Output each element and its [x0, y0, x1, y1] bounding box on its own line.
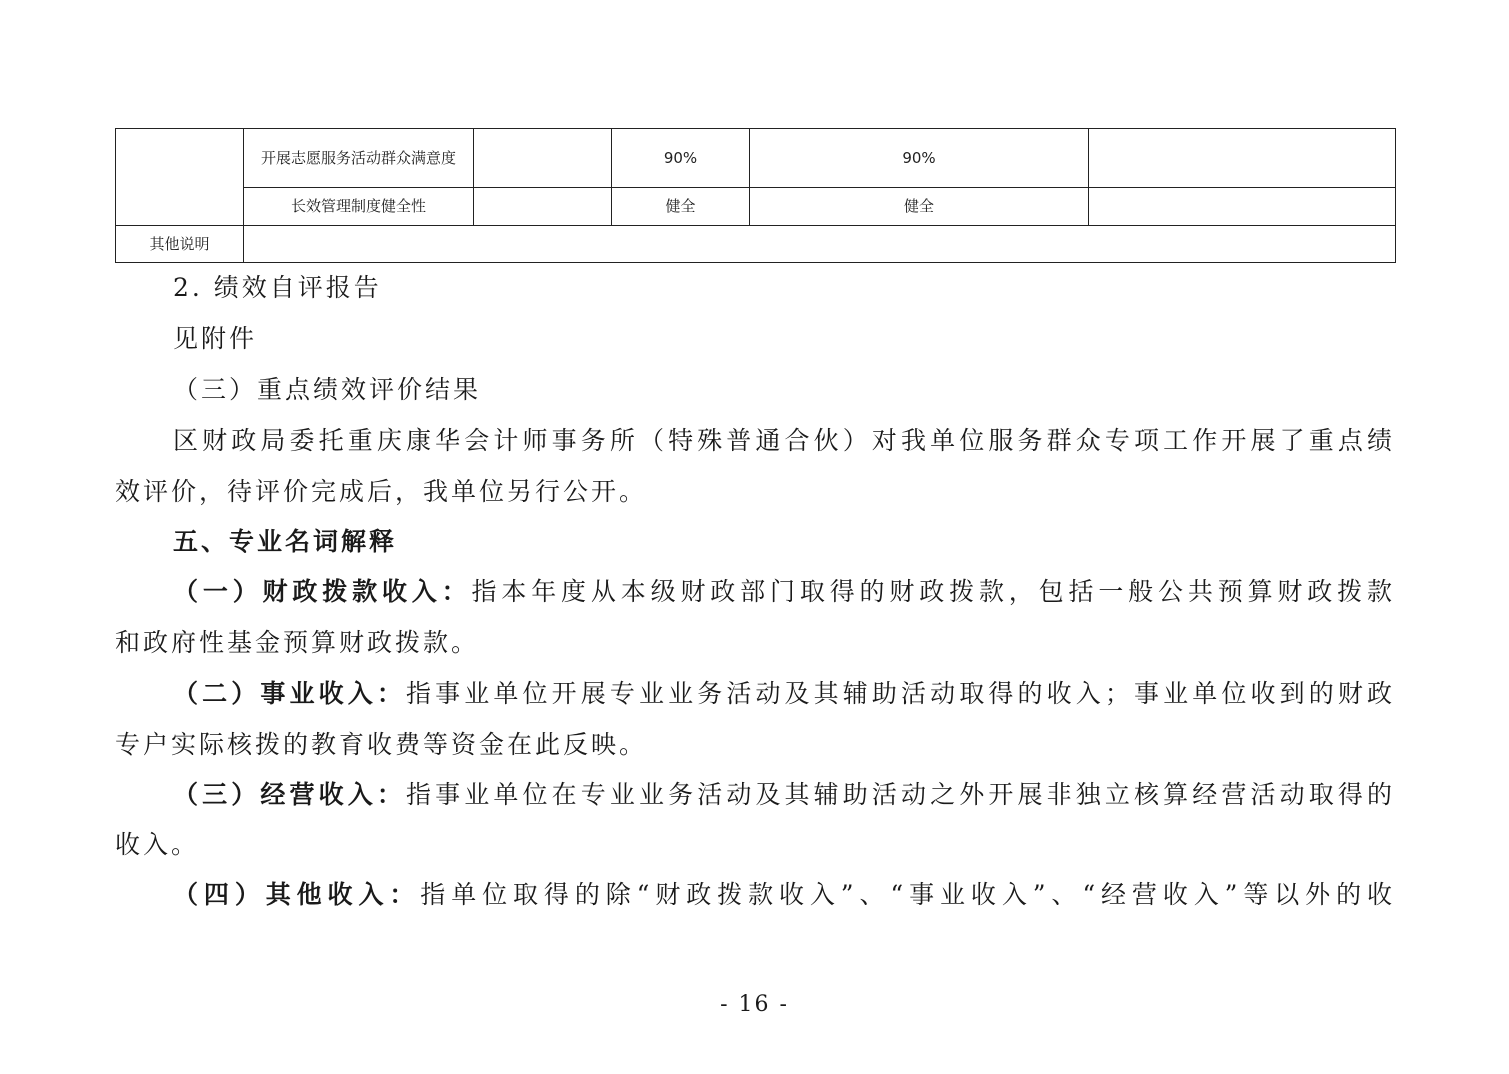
term-2-line-1 — [115, 668, 1395, 719]
table-cell-indicator: 长效管理制度健全性 — [244, 188, 474, 226]
table-cell-target: 健全 — [612, 188, 750, 226]
term-4-line-1 — [115, 869, 1395, 920]
report-body: 见附件 — [173, 324, 258, 353]
table-cell-other-label: 其他说明 — [116, 226, 244, 263]
table-cell-note — [1089, 188, 1396, 226]
term-2-name: （二）事业收入： — [173, 679, 406, 708]
table-cell-target: 90% — [612, 129, 750, 188]
term-1-definition: 指本年度从本级财政部门取得的财政拨款，包括一般公共预算财政拨款 — [471, 577, 1395, 606]
key-eval-heading: （三）重点绩效评价结果 — [173, 375, 482, 404]
table-cell-empty — [474, 188, 612, 226]
term-1-line-1 — [115, 566, 1395, 617]
key-eval-line-1: 区财政局委托重庆康华会计师事务所（特殊普通合伙）对我单位服务群众专项工作开展了重点绩 — [173, 426, 1395, 455]
page-number: - 16 - — [720, 992, 789, 1017]
table-row — [116, 226, 1396, 263]
term-4-definition: 指单位取得的除“财政拨款收入”、“事业收入”、“经营收入”等以外的收 — [420, 880, 1395, 909]
key-eval-line-2: 效评价，待评价完成后，我单位另行公开。 — [115, 477, 648, 506]
table-cell-empty — [474, 129, 612, 188]
table-cell-category — [116, 129, 244, 226]
term-1-line-2: 和政府性基金预算财政拨款。 — [115, 628, 480, 657]
term-3-name: （三）经营收入： — [173, 780, 406, 809]
table-cell-other-content — [244, 226, 1396, 263]
term-3-line-1 — [115, 769, 1395, 820]
term-2-definition: 指事业单位开展专业业务活动及其辅助活动取得的收入；事业单位收到的财政 — [405, 679, 1395, 708]
table-row — [116, 188, 1396, 226]
performance-indicator-table — [115, 128, 1396, 263]
table-cell-note — [1089, 129, 1396, 188]
table-cell-actual: 健全 — [750, 188, 1089, 226]
terms-heading: 五、专业名词解释 — [173, 527, 398, 556]
report-heading: 2. 绩效自评报告 — [173, 273, 382, 302]
term-1-name: （一）财政拨款收入： — [173, 577, 472, 606]
term-2-line-2: 专户实际核拨的教育收费等资金在此反映。 — [115, 730, 648, 759]
term-3-definition: 指事业单位在专业业务活动及其辅助活动之外开展非独立核算经营活动取得的 — [405, 780, 1395, 809]
table-row — [116, 129, 1396, 188]
term-4-name: （四）其他收入： — [173, 880, 421, 909]
term-3-line-2: 收入。 — [115, 830, 200, 859]
table-cell-indicator: 开展志愿服务活动群众满意度 — [244, 129, 474, 188]
table-cell-actual: 90% — [750, 129, 1089, 188]
